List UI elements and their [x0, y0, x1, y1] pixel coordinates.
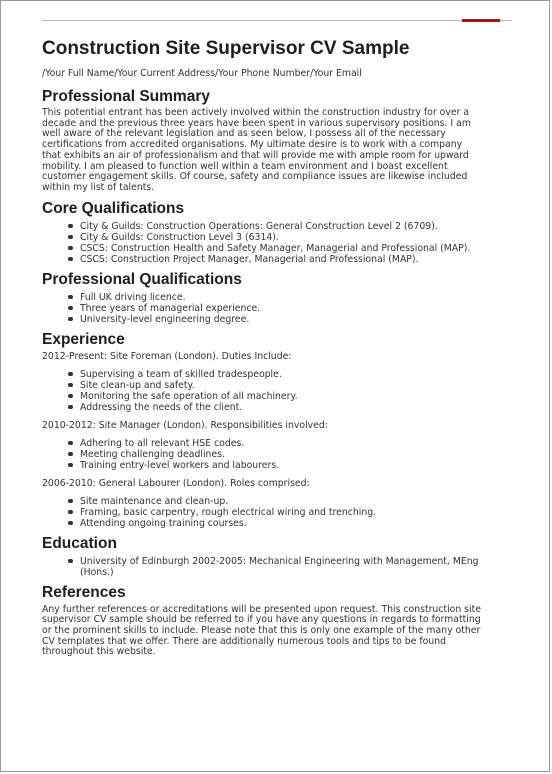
header-rule [42, 20, 512, 21]
job-duties-list [42, 496, 512, 529]
job-role: 2012-Present: Site Foreman (London). Duties Include: [42, 350, 292, 362]
references-line: throughout this website. [42, 646, 156, 658]
references-line: Any further references or accreditations will be presented upon request. This construction site [42, 603, 481, 615]
list-item: Three years of managerial experience. [80, 303, 512, 314]
list-item: University-level engineering degree. [80, 314, 512, 325]
summary-line: decade and the previous three years have been spent in various supervisory positions. I am [42, 117, 471, 129]
list-item: Meeting challenging deadlines. [80, 449, 512, 460]
list-item: Supervising a team of skilled tradespeople. [80, 369, 512, 380]
professional-qualifications-heading: Professional Qualifications [42, 270, 242, 288]
list-item: Monitoring the safe operation of all machinery. [80, 391, 512, 402]
education-list [42, 556, 512, 578]
contact-line: /Your Full Name/Your Current Address/Your Phone Number/Your Email [42, 68, 362, 79]
references-text [42, 605, 512, 659]
job-duties-list [42, 438, 512, 471]
summary-line: certifications from accredited organisations. My ultimate desire is to work with a company [42, 139, 463, 151]
summary-text [42, 108, 512, 194]
references-line: or the prominent skills to include. Please note that this is only one example of the many other [42, 625, 481, 637]
summary-line: This potential entrant has been actively involved within the construction industry for over a [42, 107, 470, 118]
list-item: City & Guilds: Construction Operations: General Construction Level 2 (6709). [80, 221, 512, 232]
summary-line: within my list of talents. [42, 181, 155, 193]
core-qualifications-list [42, 221, 512, 265]
references-line: CV templates that we offer. There are additionally numerous tools and tips to be found [42, 635, 447, 647]
list-item: Site clean-up and safety. [80, 380, 512, 391]
list-item: City & Guilds: Construction Level 3 (6314). [80, 232, 512, 243]
references-line: supervisor CV sample should be referred to if you have any questions in regards to formatting [42, 614, 481, 626]
references-heading: References [42, 583, 126, 601]
education-heading: Education [42, 534, 117, 552]
list-item: CSCS: Construction Health and Safety Manager, Managerial and Professional (MAP). [80, 243, 512, 254]
summary-line: that exhibits an air of professionalism and that will provide me with ample room for upward [42, 149, 469, 161]
list-item: CSCS: Construction Project Manager, Managerial and Professional (MAP). [80, 254, 512, 265]
job-role: 2006-2010: General Labourer (London). Roles comprised: [42, 477, 310, 489]
list-item: Addressing the needs of the client. [80, 402, 512, 413]
summary-line: well aware of the relevant legislation and as seen below, I possess all of the necessary [42, 128, 446, 140]
list-item: University of Edinburgh 2002-2005: Mechanical Engineering with Management, MEng (Hons.) [80, 556, 512, 578]
summary-line: customer engagement skills. Of course, safety and compliance issues are likewise included [42, 171, 468, 183]
list-item: Framing, basic carpentry, rough electrical wiring and trenching. [80, 507, 512, 518]
professional-qualifications-list [42, 292, 512, 325]
summary-line: mobility. I am pleased to function well within a team environment and I boast excellent [42, 160, 448, 172]
list-item: Full UK driving licence. [80, 292, 512, 303]
cv-title: Construction Site Supervisor CV Sample [42, 38, 410, 59]
job-role: 2010-2012: Site Manager (London). Responsibilities involved: [42, 419, 328, 431]
list-item: Training entry-level workers and labourers. [80, 460, 512, 471]
summary-heading: Professional Summary [42, 88, 210, 105]
cv-content [42, 37, 512, 658]
core-qualifications-heading: Core Qualifications [42, 199, 185, 217]
list-item: Adhering to all relevant HSE codes. [80, 438, 512, 449]
header-accent-bar [462, 19, 500, 22]
list-item: Attending ongoing training courses. [80, 518, 512, 529]
job-duties-list [42, 369, 512, 413]
list-item: Site maintenance and clean-up. [80, 496, 512, 507]
experience-heading: Experience [42, 330, 125, 348]
